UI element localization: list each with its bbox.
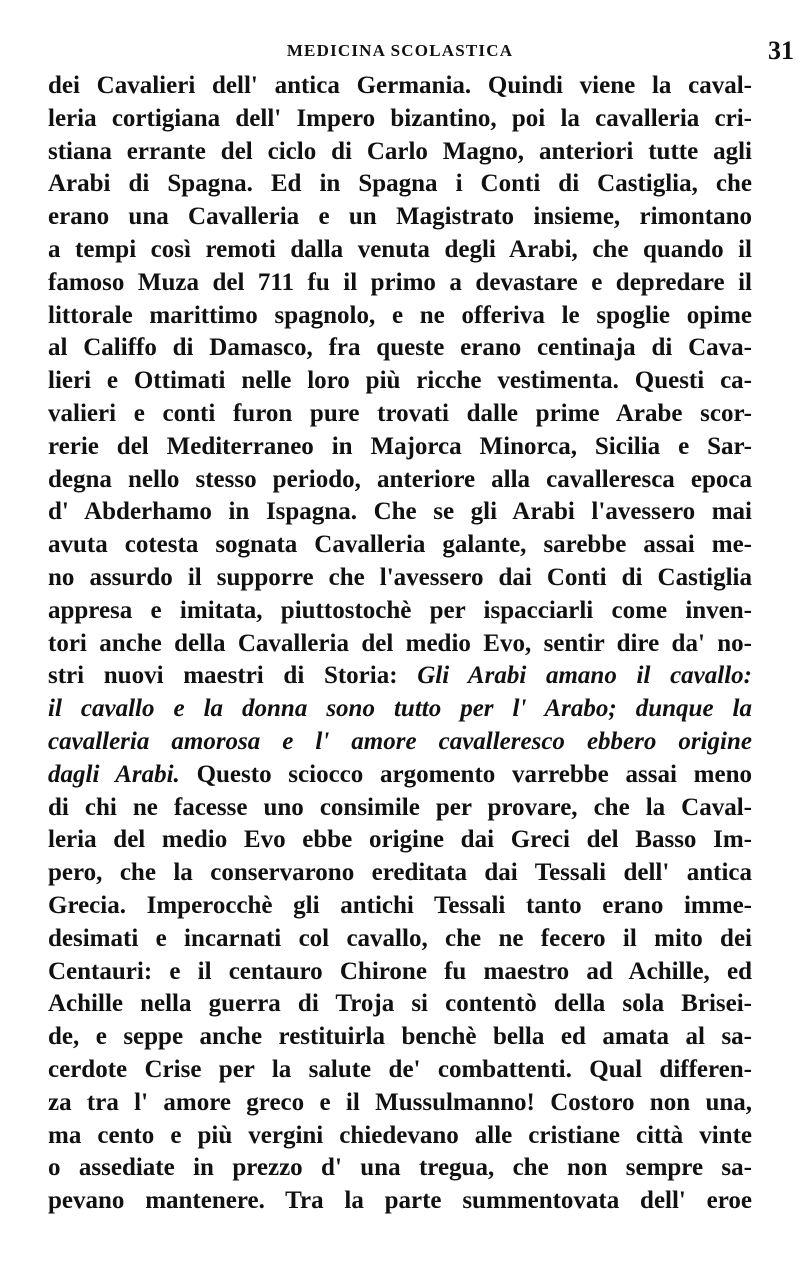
line-text: Centauri: e il centauro Chirone fu maestro ad Achille, ed <box>48 957 752 985</box>
text-line <box>48 300 752 333</box>
running-head <box>50 36 798 66</box>
text-line <box>48 1152 752 1185</box>
line-text: littorale marittimo spagnolo, e ne offeriva le spoglie opime <box>48 301 752 329</box>
text-line <box>48 923 752 956</box>
line-text: tori anche della Cavalleria del medio Evo, sentir dire da' no- <box>48 629 752 657</box>
italic-phrase: il cavallo e la donna sono tutto per l' Arabo; dunque la <box>48 695 752 723</box>
text-line <box>48 890 752 923</box>
line-text: o assediate in prezzo d' una tregua, che non sempre sa- <box>48 1154 752 1182</box>
text-line <box>48 529 752 562</box>
text-line <box>48 168 752 201</box>
text-line <box>48 595 752 628</box>
line-text: Grecia. Imperocchè gli antichi Tessali tanto erano imme- <box>48 891 752 919</box>
line-text: ma cento e più vergini chiedevano alle cristiane città vinte <box>48 1121 752 1149</box>
text-line <box>48 70 752 103</box>
line-text: leria del medio Evo ebbe origine dai Greci del Basso Im- <box>48 826 752 854</box>
text-line <box>48 988 752 1021</box>
text-line <box>48 1185 752 1218</box>
text-line <box>48 496 752 529</box>
text-line <box>48 234 752 267</box>
text-line <box>48 857 752 890</box>
line-text: za tra l' amore greco e il Mussulmanno! Costoro non una, <box>48 1088 752 1116</box>
line-text: rerie del Mediterraneo in Majorca Minorca, Sicilia e Sar- <box>48 432 752 460</box>
line-text: a tempi così remoti dalla venuta degli Arabi, che quando il <box>48 235 752 263</box>
text-line <box>48 201 752 234</box>
text-line <box>48 562 752 595</box>
italic-phrase: Gli Arabi amano il cavallo: <box>417 662 752 690</box>
line-text: pero, che la conservarono ereditata dai Tessali dell' antica <box>48 859 752 887</box>
text-line <box>48 464 752 497</box>
text-line <box>48 365 752 398</box>
text-line <box>48 628 752 661</box>
body-text <box>48 70 752 1218</box>
text-line <box>48 1054 752 1087</box>
line-text: leria cortigiana dell' Impero bizantino, poi la cavalleria cri- <box>48 104 752 132</box>
line-text: d' Abderhamo in Ispagna. Che se gli Arabi l'avessero mai <box>48 498 752 526</box>
text-line <box>48 332 752 365</box>
text-line <box>48 103 752 136</box>
line-text: cerdote Crise per la salute de' combattenti. Qual differen- <box>48 1055 752 1083</box>
line-text: valieri e conti furon pure trovati dalle prime Arabe scor- <box>48 399 752 427</box>
line-text: avuta cotesta sognata Cavalleria galante, sarebbe assai me- <box>48 531 752 559</box>
line-text: Achille nella guerra di Troja si contentò della sola Brisei- <box>48 990 752 1018</box>
line-text: stiana errante del ciclo di Carlo Magno, anteriori tutte agli <box>48 137 752 165</box>
line-text: famoso Muza del 711 fu il primo a devastare e depredare il <box>48 268 752 296</box>
text-line <box>48 726 752 759</box>
text-line <box>48 660 752 693</box>
text-line <box>48 431 752 464</box>
text-line <box>48 1087 752 1120</box>
line-text: lieri e Ottimati nelle loro più ricche vestimenta. Questi ca- <box>48 367 752 395</box>
text-line <box>48 759 752 792</box>
page-number: 31 <box>768 36 794 65</box>
line-text: no assurdo il supporre che l'avessero dai Conti di Castiglia <box>48 563 752 591</box>
text-line <box>48 792 752 825</box>
text-line <box>48 1021 752 1054</box>
italic-phrase: cavalleria amorosa e l' amore cavalleresco ebbero origine <box>48 727 752 755</box>
italic-phrase: dagli Arabi. <box>48 760 180 788</box>
text-line <box>48 1120 752 1153</box>
line-text: Questo sciocco argomento varrebbe assai meno <box>196 760 752 788</box>
line-text: dei Cavalieri dell' antica Germania. Quindi viene la caval- <box>48 72 752 99</box>
line-text: de, e seppe anche restituirla benchè bella ed amata al sa- <box>48 1023 752 1051</box>
text-line <box>48 398 752 431</box>
line-text: appresa e imitata, piuttostochè per ispacciarli come inven- <box>48 596 752 624</box>
text-line <box>48 693 752 726</box>
text-line <box>48 956 752 989</box>
line-text: stri nuovi maestri di Storia: <box>48 662 398 690</box>
line-text: erano una Cavalleria e un Magistrato insieme, rimontano <box>48 203 752 231</box>
text-line <box>48 824 752 857</box>
line-text: desimati e incarnati col cavallo, che ne fecero il mito dei <box>48 924 752 952</box>
text-line <box>48 136 752 169</box>
line-text: di chi ne facesse uno consimile per provare, che la Caval- <box>48 793 752 821</box>
running-title: MEDICINA SCOLASTICA <box>286 41 514 60</box>
line-text: degna nello stesso periodo, anteriore alla cavalleresca epoca <box>48 465 752 493</box>
line-text: pevano mantenere. Tra la parte summentovata dell' eroe <box>48 1187 752 1215</box>
line-text: al Califfo di Damasco, fra queste erano centinaja di Cava- <box>48 334 752 362</box>
line-text: Arabi di Spagna. Ed in Spagna i Conti di Castiglia, che <box>48 170 752 198</box>
text-line <box>48 267 752 300</box>
